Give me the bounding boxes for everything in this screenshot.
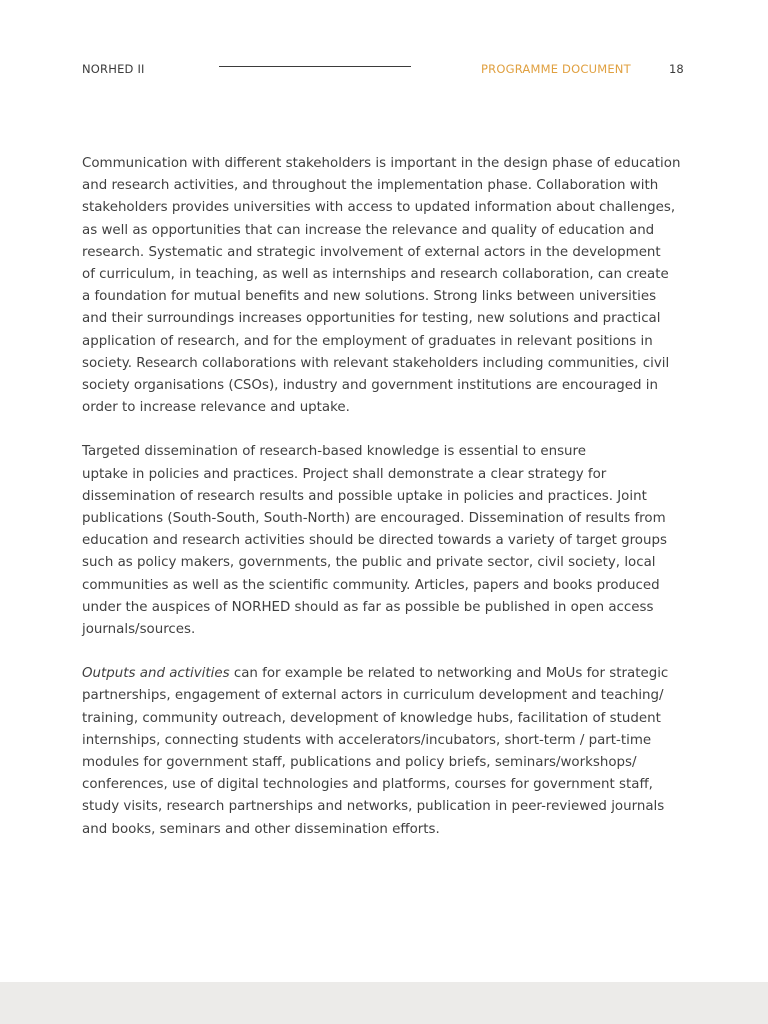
text-line-continuation: can for example be related to networking and MoUs for strategic	[229, 666, 669, 682]
document-series-label: NORHED II	[82, 62, 145, 76]
text-line: Communication with different stakeholders is important in the design phase of education	[82, 156, 681, 171]
text-line: application of research, and for the employment of graduates in relevant positions in	[82, 333, 653, 349]
text-line: and research activities, and throughout the implementation phase. Collaboration with	[82, 178, 659, 194]
text-line: dissemination of research results and possible uptake in policies and practices. Joint	[82, 488, 647, 504]
text-line: communities as well as the scientific community. Articles, papers and books produced	[82, 577, 660, 593]
text-line: order to increase relevance and uptake.	[82, 400, 350, 416]
text-line: society. Research collaborations with relevant stakeholders including communities, civil	[82, 355, 670, 371]
footer-band	[0, 982, 768, 1024]
text-line: and books, seminars and other dissemination efforts.	[82, 821, 440, 837]
paragraph-stakeholder-communication	[82, 153, 692, 419]
text-line: partnerships, engagement of external actors in curriculum development and teaching/	[82, 688, 664, 704]
text-line: as well as opportunities that can increase the relevance and quality of education and	[82, 222, 655, 238]
header-divider	[219, 66, 411, 67]
text-line: research. Systematic and strategic involvement of external actors in the development	[82, 244, 661, 260]
page-number: 18	[669, 62, 684, 76]
text-line: modules for government staff, publications and policy briefs, seminars/workshops/	[82, 755, 637, 771]
text-line: education and research activities should be directed towards a variety of target groups	[82, 533, 667, 549]
text-line: uptake in policies and practices. Project shall demonstrate a clear strategy for	[82, 466, 607, 482]
text-line	[82, 663, 692, 685]
text-line: such as policy makers, governments, the public and private sector, civil society, local	[82, 555, 656, 571]
page-header	[0, 62, 768, 80]
document-title-label: PROGRAMME DOCUMENT	[481, 62, 631, 76]
text-line: under the auspices of NORHED should as far as possible be published in open access	[82, 599, 654, 615]
text-line: internships, connecting students with accelerators/incubators, short-term / part-time	[82, 732, 652, 748]
paragraph-dissemination	[82, 441, 692, 641]
text-line: journals/sources.	[82, 622, 196, 638]
text-line: stakeholders provides universities with access to updated information about challenges,	[82, 200, 676, 216]
text-line: a foundation for mutual benefits and new solutions. Strong links between universities	[82, 289, 657, 305]
text-line: Targeted dissemination of research-based knowledge is essential to ensure	[82, 444, 586, 460]
text-line: training, community outreach, development of knowledge hubs, facilitation of student	[82, 710, 661, 726]
text-line: of curriculum, in teaching, as well as internships and research collaboration, can create	[82, 267, 669, 283]
text-line: conferences, use of digital technologies and platforms, courses for government staff,	[82, 777, 653, 793]
text-line: society organisations (CSOs), industry and government institutions are encouraged in	[82, 378, 658, 394]
outputs-activities-term: Outputs and activities	[82, 666, 230, 682]
paragraph-outputs-activities	[82, 663, 692, 841]
page-body	[82, 153, 692, 863]
text-line: and their surroundings increases opportunities for testing, new solutions and practical	[82, 311, 661, 327]
text-line: publications (South-South, South-North) are encouraged. Dissemination of results from	[82, 511, 666, 527]
text-line: study visits, research partnerships and networks, publication in peer-reviewed journals	[82, 799, 665, 815]
